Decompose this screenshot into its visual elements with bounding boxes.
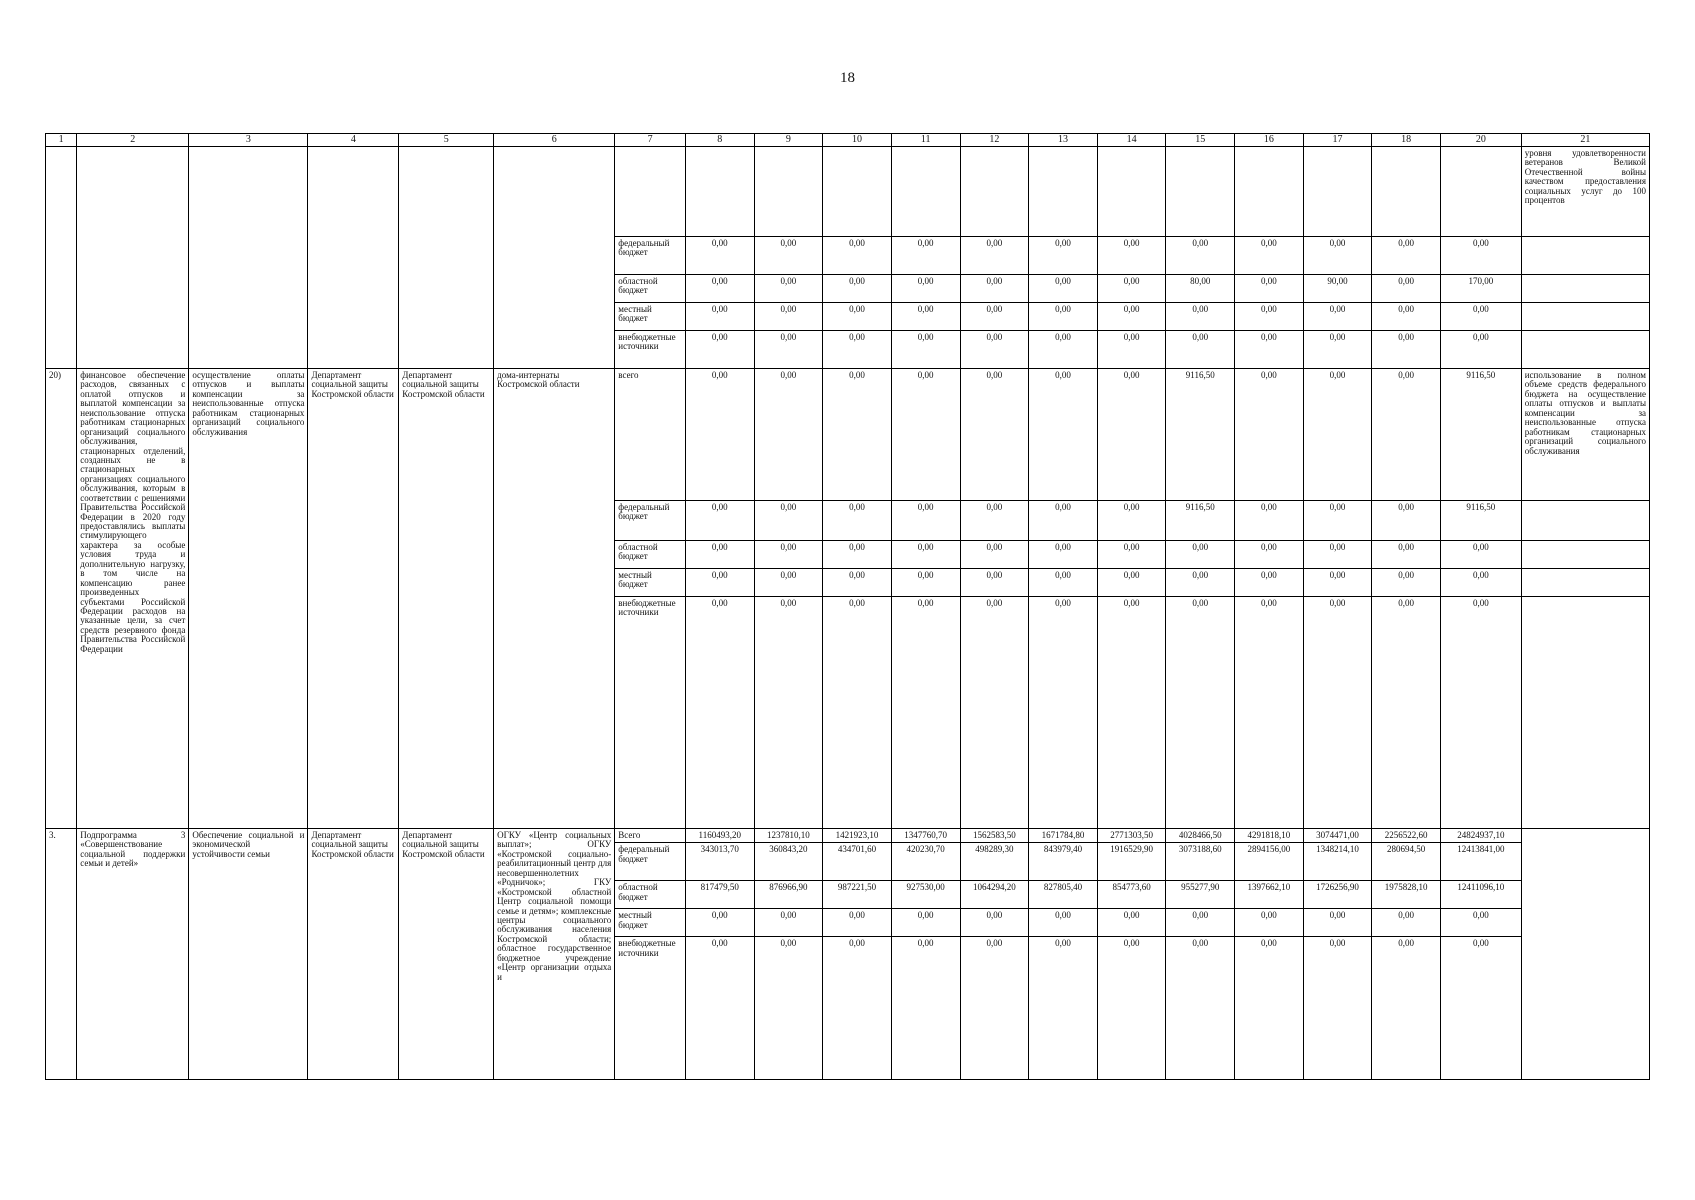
value-cell: 0,00 [754, 331, 823, 369]
value-cell: 0,00 [823, 569, 892, 597]
value-cell: 0,00 [960, 597, 1029, 829]
value-cell: 876966,90 [754, 881, 823, 909]
cell-result: использование в полном объеме средств федерального бюджета на осуществление оплаты отпусков и выплаты компенсации за неиспользованные отпуска работникам стационарных организаций социального обслуживания [1521, 369, 1649, 501]
value-cell: 1975828,10 [1372, 881, 1441, 909]
cell-task: Обеспечение социальной и экономической устойчивости семьи [189, 829, 308, 1080]
value-cell: 0,00 [1029, 275, 1098, 303]
value-cell: 0,00 [891, 369, 960, 501]
value-cell: 0,00 [960, 369, 1029, 501]
cell-result [1521, 303, 1649, 331]
value-cell: 0,00 [1166, 541, 1235, 569]
value-cell: 0,00 [891, 937, 960, 1080]
value-cell: 0,00 [1235, 303, 1304, 331]
cell-task: осуществление оплаты отпусков и выплаты компенсации за неиспользованные отпуска работникам стационарных организаций социального обслуживания [189, 369, 308, 829]
cell-source: местный бюджет [615, 569, 686, 597]
value-cell: 3074471,00 [1303, 829, 1372, 843]
value-cell: 1347760,70 [891, 829, 960, 843]
value-cell: 817479,50 [685, 881, 754, 909]
column-header: 7 [615, 134, 686, 147]
value-cell: 0,00 [960, 569, 1029, 597]
value-cell: 0,00 [823, 369, 892, 501]
cell-source: местный бюджет [615, 303, 686, 331]
cell-participants [494, 147, 615, 369]
value-cell: 9116,50 [1440, 369, 1521, 501]
value-cell: 0,00 [1235, 597, 1304, 829]
value-cell: 0,00 [960, 331, 1029, 369]
value-cell: 0,00 [1303, 597, 1372, 829]
value-cell: 0,00 [1097, 501, 1166, 541]
value-cell: 0,00 [1029, 331, 1098, 369]
value-cell: 9116,50 [1166, 369, 1235, 501]
value-cell: 12411096,10 [1440, 881, 1521, 909]
value-cell: 0,00 [823, 303, 892, 331]
column-header: 8 [685, 134, 754, 147]
value-cell: 0,00 [891, 275, 960, 303]
value-cell: 0,00 [823, 501, 892, 541]
cell-source: Всего [615, 829, 686, 843]
cell-number [46, 147, 77, 369]
value-cell: 24824937,10 [1440, 829, 1521, 843]
value-cell: 170,00 [1440, 275, 1521, 303]
cell-executor: Департамент социальной защиты Костромской области [399, 369, 494, 829]
cell-source: федеральный бюджет [615, 237, 686, 275]
value-cell: 1064294,20 [960, 881, 1029, 909]
value-cell: 0,00 [1235, 237, 1304, 275]
cell-coordinator [308, 147, 399, 369]
column-header: 17 [1303, 134, 1372, 147]
value-cell: 0,00 [823, 541, 892, 569]
value-cell: 0,00 [1440, 569, 1521, 597]
cell-result [1521, 237, 1649, 275]
value-cell: 0,00 [823, 237, 892, 275]
column-header: 13 [1029, 134, 1098, 147]
column-header: 12 [960, 134, 1029, 147]
value-cell: 0,00 [1372, 569, 1441, 597]
value-cell: 0,00 [960, 275, 1029, 303]
value-cell: 2256522,60 [1372, 829, 1441, 843]
value-cell: 0,00 [1440, 937, 1521, 1080]
value-cell: 0,00 [1372, 275, 1441, 303]
cell-source: областной бюджет [615, 275, 686, 303]
cell-result [1521, 829, 1649, 1080]
value-cell: 498289,30 [960, 843, 1029, 881]
value-cell: 0,00 [1097, 303, 1166, 331]
value-cell: 0,00 [1372, 331, 1441, 369]
value-cell: 0,00 [1303, 303, 1372, 331]
table-row [46, 147, 1650, 237]
value-cell: 0,00 [754, 237, 823, 275]
table-row [46, 829, 1650, 843]
value-cell: 4028466,50 [1166, 829, 1235, 843]
cell-source: областной бюджет [615, 541, 686, 569]
value-cell: 0,00 [685, 331, 754, 369]
value-cell: 0,00 [754, 541, 823, 569]
value-cell: 90,00 [1303, 275, 1372, 303]
value-cell: 843979,40 [1029, 843, 1098, 881]
column-header: 9 [754, 134, 823, 147]
column-header: 6 [494, 134, 615, 147]
value-cell: 0,00 [960, 303, 1029, 331]
cell-executor: Департамент социальной защиты Костромской области [399, 829, 494, 1080]
cell-coordinator: Департамент социальной защиты Костромской области [308, 369, 399, 829]
value-cell: 0,00 [1029, 541, 1098, 569]
value-cell: 3073188,60 [1166, 843, 1235, 881]
value-cell: 0,00 [1166, 331, 1235, 369]
cell-source: областной бюджет [615, 881, 686, 909]
value-cell: 0,00 [960, 237, 1029, 275]
value-cell: 0,00 [1303, 369, 1372, 501]
value-cell: 0,00 [754, 569, 823, 597]
value-cell: 0,00 [1303, 237, 1372, 275]
value-cell: 0,00 [1235, 369, 1304, 501]
value-cell: 0,00 [823, 937, 892, 1080]
value-cell: 0,00 [1303, 569, 1372, 597]
value-cell: 1671784,80 [1029, 829, 1098, 843]
value-cell: 0,00 [823, 909, 892, 937]
value-cell: 0,00 [1166, 303, 1235, 331]
value-cell: 0,00 [1372, 369, 1441, 501]
cell-source: внебюджетные источники [615, 937, 686, 1080]
value-cell: 0,00 [1440, 331, 1521, 369]
column-header: 1 [46, 134, 77, 147]
cell-source: внебюджетные источники [615, 331, 686, 369]
value-cell: 0,00 [1440, 909, 1521, 937]
value-cell: 0,00 [960, 937, 1029, 1080]
value-cell: 0,00 [1372, 501, 1441, 541]
cell-source: внебюджетные источники [615, 597, 686, 829]
value-cell: 0,00 [1235, 569, 1304, 597]
value-cell: 0,00 [891, 597, 960, 829]
column-number-row [46, 134, 1650, 147]
column-header: 18 [1372, 134, 1441, 147]
cell-coordinator: Департамент социальной защиты Костромской области [308, 829, 399, 1080]
value-cell: 0,00 [1029, 909, 1098, 937]
value-cell: 360843,20 [754, 843, 823, 881]
value-cell: 0,00 [1097, 369, 1166, 501]
value-cell: 0,00 [1235, 937, 1304, 1080]
value-cell: 1562583,50 [960, 829, 1029, 843]
value-cell: 1421923,10 [823, 829, 892, 843]
page-number: 18 [840, 70, 855, 86]
value-cell: 0,00 [891, 237, 960, 275]
value-cell: 0,00 [754, 597, 823, 829]
cell-number: 3. [46, 829, 77, 1080]
value-cell: 0,00 [685, 597, 754, 829]
value-cell: 9116,50 [1166, 501, 1235, 541]
column-header: 14 [1097, 134, 1166, 147]
column-header: 21 [1521, 134, 1649, 147]
cell-name [77, 147, 189, 369]
value-cell: 0,00 [891, 541, 960, 569]
value-cell: 0,00 [1029, 237, 1098, 275]
value-cell: 0,00 [685, 909, 754, 937]
value-cell: 0,00 [1303, 937, 1372, 1080]
value-cell: 0,00 [891, 331, 960, 369]
value-cell: 1397662,10 [1235, 881, 1304, 909]
cell-result [1521, 569, 1649, 597]
cell-source: всего [615, 369, 686, 501]
value-cell: 4291818,10 [1235, 829, 1304, 843]
value-cell: 0,00 [1166, 937, 1235, 1080]
column-header: 15 [1166, 134, 1235, 147]
value-cell: 0,00 [1372, 303, 1441, 331]
value-cell: 0,00 [754, 501, 823, 541]
value-cell: 0,00 [1372, 937, 1441, 1080]
value-cell: 2894156,00 [1235, 843, 1304, 881]
value-cell: 0,00 [1372, 541, 1441, 569]
value-cell: 0,00 [1029, 597, 1098, 829]
value-cell: 0,00 [1097, 937, 1166, 1080]
cell-name: финансовое обеспечение расходов, связанных с оплатой отпусков и выплатой компенсации за неиспользование отпуска работникам стационарных организаций социального обслуживания, стационарных отделений, созданных не в стационарных организациях социального обслуживания, которым в соответствии с решениями Правительства Российской Федерации в 2020 году предоставлялись выплаты стимулирующего характера за особые условия труда и дополнительную нагрузку, в том числе на компенсацию ранее произведенных субъектами Российской Федерации расходов на указанные цели, за счет средств резервного фонда Правительства Российской Федерации [77, 369, 189, 829]
value-cell: 2771303,50 [1097, 829, 1166, 843]
cell-result [1521, 275, 1649, 303]
cell-source: федеральный бюджет [615, 501, 686, 541]
column-header: 3 [189, 134, 308, 147]
value-cell: 0,00 [685, 237, 754, 275]
table-row [46, 369, 1650, 501]
value-cell: 0,00 [1235, 331, 1304, 369]
value-cell: 0,00 [685, 369, 754, 501]
value-cell: 0,00 [891, 501, 960, 541]
value-cell: 0,00 [1097, 541, 1166, 569]
value-cell: 0,00 [1097, 275, 1166, 303]
value-cell: 0,00 [1303, 331, 1372, 369]
value-cell: 987221,50 [823, 881, 892, 909]
value-cell: 280694,50 [1372, 843, 1441, 881]
value-cell: 0,00 [823, 331, 892, 369]
value-cell: 0,00 [891, 569, 960, 597]
value-cell: 1237810,10 [754, 829, 823, 843]
value-cell: 0,00 [823, 597, 892, 829]
cell-source [615, 147, 686, 237]
value-cell: 0,00 [1029, 569, 1098, 597]
value-cell: 0,00 [1166, 597, 1235, 829]
column-header: 11 [891, 134, 960, 147]
value-cell: 0,00 [1166, 909, 1235, 937]
value-cell: 0,00 [754, 909, 823, 937]
value-cell: 434701,60 [823, 843, 892, 881]
value-cell: 955277,90 [1166, 881, 1235, 909]
value-cell: 80,00 [1166, 275, 1235, 303]
value-cell: 0,00 [685, 541, 754, 569]
value-cell: 1160493,20 [685, 829, 754, 843]
value-cell: 0,00 [1440, 597, 1521, 829]
value-cell: 0,00 [1372, 597, 1441, 829]
cell-source: федеральный бюджет [615, 843, 686, 881]
value-cell: 0,00 [1166, 237, 1235, 275]
value-cell: 0,00 [891, 909, 960, 937]
value-cell: 1726256,90 [1303, 881, 1372, 909]
column-header: 20 [1440, 134, 1521, 147]
value-cell: 0,00 [1097, 569, 1166, 597]
value-cell: 0,00 [1440, 303, 1521, 331]
value-cell: 1348214,10 [1303, 843, 1372, 881]
value-cell: 0,00 [1235, 275, 1304, 303]
value-cell: 0,00 [1440, 541, 1521, 569]
value-cell: 0,00 [754, 369, 823, 501]
value-cell: 0,00 [685, 275, 754, 303]
column-header: 16 [1235, 134, 1304, 147]
cell-result [1521, 501, 1649, 541]
cell-participants: дома-интернаты Костромской области [494, 369, 615, 829]
value-cell: 927530,00 [891, 881, 960, 909]
value-cell: 0,00 [754, 303, 823, 331]
value-cell: 9116,50 [1440, 501, 1521, 541]
value-cell: 0,00 [1235, 541, 1304, 569]
value-cell: 854773,60 [1097, 881, 1166, 909]
value-cell: 0,00 [1372, 237, 1441, 275]
value-cell: 0,00 [754, 275, 823, 303]
value-cell: 0,00 [685, 303, 754, 331]
value-cell: 343013,70 [685, 843, 754, 881]
cell-result [1521, 597, 1649, 829]
cell-source: местный бюджет [615, 909, 686, 937]
value-cell: 0,00 [1029, 937, 1098, 1080]
value-cell: 0,00 [960, 541, 1029, 569]
cell-executor [399, 147, 494, 369]
value-cell: 0,00 [1097, 331, 1166, 369]
cell-name: Подпрограмма 3 «Совершенствование социальной поддержки семьи и детей» [77, 829, 189, 1080]
column-header: 10 [823, 134, 892, 147]
value-cell: 0,00 [1235, 909, 1304, 937]
column-header: 5 [399, 134, 494, 147]
column-header: 4 [308, 134, 399, 147]
value-cell: 0,00 [1029, 501, 1098, 541]
value-cell: 0,00 [1097, 909, 1166, 937]
cell-result: уровня удовлетворенности ветеранов Великой Отечественной войны качеством предоставления социальных услуг до 100 процентов [1521, 147, 1649, 237]
value-cell: 0,00 [891, 303, 960, 331]
value-cell: 0,00 [960, 501, 1029, 541]
column-header: 2 [77, 134, 189, 147]
value-cell: 0,00 [1235, 501, 1304, 541]
value-cell: 827805,40 [1029, 881, 1098, 909]
value-cell: 0,00 [1303, 501, 1372, 541]
value-cell: 0,00 [1166, 569, 1235, 597]
value-cell: 420230,70 [891, 843, 960, 881]
value-cell: 12413841,00 [1440, 843, 1521, 881]
value-cell: 0,00 [685, 501, 754, 541]
value-cell: 0,00 [754, 937, 823, 1080]
value-cell: 0,00 [1029, 369, 1098, 501]
budget-table [45, 133, 1650, 1080]
value-cell: 0,00 [1440, 237, 1521, 275]
value-cell: 0,00 [1097, 237, 1166, 275]
cell-result [1521, 541, 1649, 569]
cell-number: 20) [46, 369, 77, 829]
value-cell: 0,00 [685, 569, 754, 597]
value-cell: 0,00 [1303, 909, 1372, 937]
cell-participants: ОГКУ «Центр социальных выплат»; ОГКУ «Костромской социально-реабилитационный центр для несовершеннолетних «Родничок»; ГКУ «Костромской областной Центр социальной помощи семье и детям»; комплексные центры социального обслуживания населения Костромской области; областное государственное бюджетное учреждение «Центр организации отдыха и [494, 829, 615, 1080]
value-cell: 1916529,90 [1097, 843, 1166, 881]
cell-result [1521, 331, 1649, 369]
value-cell: 0,00 [1303, 541, 1372, 569]
value-cell: 0,00 [1372, 909, 1441, 937]
cell-task [189, 147, 308, 369]
value-cell: 0,00 [823, 275, 892, 303]
value-cell: 0,00 [685, 937, 754, 1080]
value-cell: 0,00 [1097, 597, 1166, 829]
value-cell: 0,00 [960, 909, 1029, 937]
value-cell: 0,00 [1029, 303, 1098, 331]
